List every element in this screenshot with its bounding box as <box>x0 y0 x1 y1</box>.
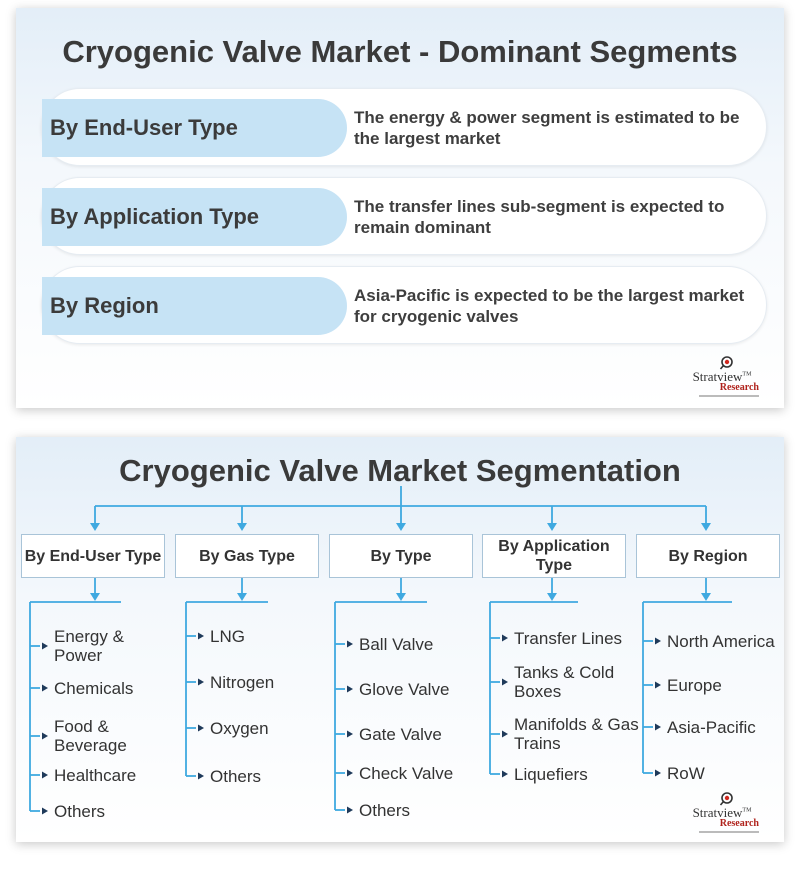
bullet-arrow-icon <box>42 733 48 740</box>
bullet-arrow-icon <box>42 808 48 815</box>
category-box: By Application Type <box>482 534 626 578</box>
bullet-arrow-icon <box>42 685 48 692</box>
segment-item: North America <box>667 631 775 651</box>
segment-item: Ball Valve <box>359 634 434 654</box>
category-box: By Region <box>636 534 780 578</box>
logo-trademark: TM <box>742 371 752 378</box>
bullet-arrow-icon <box>42 643 48 650</box>
bullet-arrow-icon <box>347 686 353 693</box>
bullet-arrow-icon <box>655 682 661 689</box>
bullet-arrow-icon <box>655 638 661 645</box>
segment-label: By Application Type <box>42 188 347 246</box>
arrow-down-icon <box>396 593 406 601</box>
stratview-logo <box>677 791 767 837</box>
bullet-arrow-icon <box>502 635 508 642</box>
segment-item: Energy & Power <box>54 627 124 665</box>
segment-item: Asia-Pacific <box>667 717 756 737</box>
segment-item: Others <box>210 766 262 786</box>
arrow-down-icon <box>237 593 247 601</box>
arrow-down-icon <box>547 593 557 601</box>
segment-item: Gate Valve <box>359 724 442 744</box>
bullet-arrow-icon <box>347 807 353 814</box>
bullet-arrow-icon <box>502 679 508 686</box>
segment-item: RoW <box>667 763 705 783</box>
segment-item: Europe <box>667 675 722 695</box>
segment-item: Manifolds & Gas Trains <box>514 715 639 753</box>
arrow-down-icon <box>547 523 557 531</box>
segment-item: Oxygen <box>210 718 269 738</box>
logo-name: Stratview <box>692 369 743 384</box>
arrow-down-icon <box>237 523 247 531</box>
dominant-segments-title: Cryogenic Valve Market - Dominant Segments <box>62 34 738 69</box>
arrow-down-icon <box>90 593 100 601</box>
logo-sub: Research <box>719 382 759 393</box>
bullet-arrow-icon <box>347 731 353 738</box>
arrow-down-icon <box>90 523 100 531</box>
segment-item: Nitrogen <box>210 672 275 692</box>
arrow-down-icon <box>396 523 406 531</box>
bullet-arrow-icon <box>42 772 48 779</box>
logo-name: Stratview <box>692 805 743 820</box>
segment-item: Tanks & Cold Boxes <box>514 663 615 701</box>
category-box: By End-User Type <box>21 534 165 578</box>
bullet-arrow-icon <box>502 731 508 738</box>
logo-trademark: TM <box>742 807 752 814</box>
segment-item: LNG <box>210 626 245 646</box>
segment-description: The energy & power segment is estimated to be the largest market <box>354 108 740 148</box>
bullet-arrow-icon <box>347 641 353 648</box>
arrow-down-icon <box>701 593 711 601</box>
segment-item: Chemicals <box>54 678 134 698</box>
segment-label: By Region <box>42 277 347 335</box>
segment-item: Transfer Lines <box>514 628 623 648</box>
bullet-arrow-icon <box>198 725 204 732</box>
bullet-arrow-icon <box>198 679 204 686</box>
logo-sub: Research <box>719 818 759 829</box>
segment-item: Healthcare <box>54 765 137 785</box>
segment-item: Liquefiers <box>514 764 588 784</box>
category-box: By Type <box>329 534 473 578</box>
segment-description: The transfer lines sub-segment is expected to remain dominant <box>354 197 725 237</box>
logo-tagline-bar <box>699 831 759 833</box>
bullet-arrow-icon <box>198 633 204 640</box>
segment-label: By End-User Type <box>42 99 347 157</box>
segmentation-title: Cryogenic Valve Market Segmentation <box>119 453 681 488</box>
segment-item: Food & Beverage <box>54 717 127 755</box>
category-box: By Gas Type <box>175 534 319 578</box>
segment-item: Glove Valve <box>359 679 450 699</box>
segment-item: Others <box>359 800 411 820</box>
arrow-down-icon <box>701 523 711 531</box>
bullet-arrow-icon <box>655 770 661 777</box>
segment-item: Check Valve <box>359 763 454 783</box>
bullet-arrow-icon <box>347 770 353 777</box>
bullet-arrow-icon <box>502 771 508 778</box>
bullet-arrow-icon <box>198 773 204 780</box>
bullet-arrow-icon <box>655 724 661 731</box>
segment-description: Asia-Pacific is expected to be the largest market for cryogenic valves <box>354 286 745 326</box>
segment-item: Others <box>54 801 106 821</box>
